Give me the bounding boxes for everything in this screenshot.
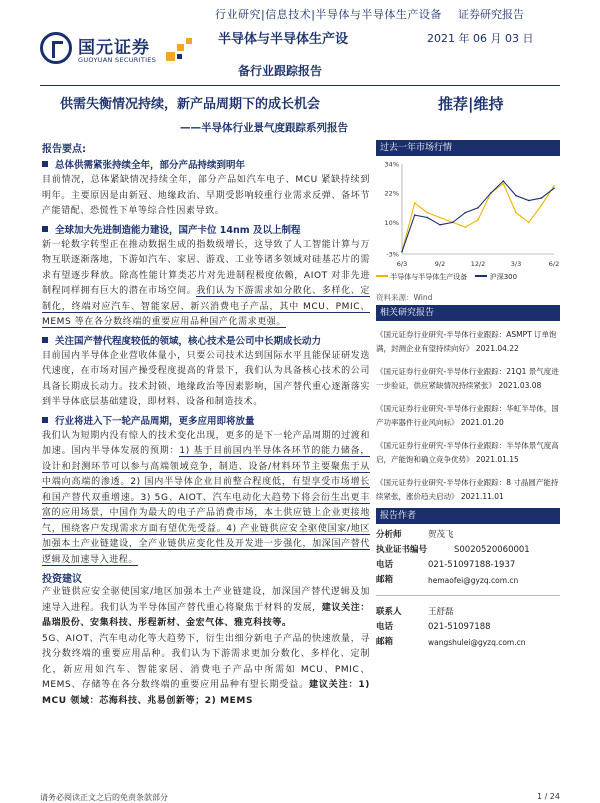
data-point [553,185,555,187]
license-number: S0020520060001 [454,545,530,555]
legend-label: 沪深300 [489,273,518,281]
x-tick-label: 9/2 [434,260,446,268]
data-point [515,195,517,197]
data-point [528,222,530,224]
data-point [439,224,441,226]
bullet-text: 新一轮数字转型正在推动数据生成的指数级增长，这导致了人工智能计算与万物互联逐渐落地，下游如汽车、家居、游戏、工业等诸多领域对硅基芯片的需求有望逐步释放。除高性能计算类芯片对先进制程极度依赖，AIOT 对非先进制程同样拥有巨大的潜在市场空间。我们认为下游需求如分散化、多样化、定制化，终端对应汽车、智能家居、新兴消费电子产品，其中 MCU、PMIC、MEMS 等在各分数终端的重要应用品种国产化需求更强。 [42,239,370,327]
x-tick-label: 3/3 [510,260,522,268]
bullet-heading: 关注国产替代程度较低的领域，核心技术是公司中长期成长动力 [42,333,370,347]
report-header [0,0,600,78]
bullet-text: 目前情况，总体紧缺情况持续全年，部分产品如汽车电子、MCU 紧缺持续到明年。主要原因是由新冠、地缘政治、早期受影响较重行业需求反弹、备坏节产能错配、恐慌性下单等综合性因素导致。 [42,175,370,216]
data-point [465,226,467,228]
data-point [477,219,479,221]
analyst-phone: 021-51097188-1937 [428,560,516,570]
market-chart [376,158,560,270]
data-point [465,212,467,214]
chart-source: 资料来源：Wind [376,293,433,302]
page-number: 1 / 24 [536,792,560,801]
data-point [439,217,441,219]
data-point [477,207,479,209]
bullet-square-icon [42,226,48,232]
y-tick-label: 10% [384,218,399,227]
related-item: 《国元证券行业研究-半导体行业跟踪：21Q1 景气度进一步验证，供应紧缺情况持续紧张》 2021.03.08 [376,367,559,390]
report-type: 证券研究报告 [458,8,524,21]
rating-badge: 推荐|维持 [438,95,504,113]
data-point [553,188,555,190]
related-item: 《国元证券行业研究-半导体行业跟踪：8 寸晶圆产能持续紧张，涨价趋夫启动》 2021.11.01 [376,478,559,501]
summary-column [42,140,370,709]
bullet-heading: 全球加大先进制造能力建设，国产卡位 14nm 及以上制程 [42,222,370,236]
bullet-text: 目前国内半导体企业营收体量小，只要公司技术达到国际水平且能保证研发迭代速度，在市场对国产操受程度提高的背景下，我们认为具备核心技术的公司具备长期成长动力。技术封锁、地缘政治等因素影响，国产替代重心逐渐落实到半导体底层基础建设，即材料、设备和制造技术。 [42,350,370,407]
bullet-square-icon [42,337,48,343]
data-point [528,200,530,202]
page-footer [40,792,560,803]
header-divider [40,85,560,86]
divider [376,595,560,596]
chart-box-header: 过去一年市场行情 [376,140,560,156]
summary-label: 报告要点: [42,144,86,155]
data-point [503,180,505,182]
bullet-heading: 总体供需紧张持续全年，部分产品持续到明年 [42,157,370,171]
related-list [376,328,560,513]
data-point [515,212,517,214]
investment-label: 投资建议 [42,574,82,585]
related-header: 相关研究报告 [376,305,560,321]
bullet-square-icon [42,417,48,423]
related-item: 《国元证券行业研究-半导体行业跟踪：ASMPT 订单饱满，封测企业有望持续向好》 2021.04.22 [376,330,557,353]
data-point [452,222,454,224]
logo-squares-icon [166,38,200,66]
data-point [427,212,429,214]
authors-header: 报告作者 [376,508,560,524]
investment-text: 产业链供应安全驱使国家/地区加强本土产业链建设，加深国产替代逻辑及加速导入进程。我们认为半导体国产替代重心将聚焦于材料的发展，建议关注：晶瑞股份、安集科技、彤程新材、金宏气体、雅克科技等。 [42,587,370,628]
series-line-1 [402,181,554,252]
x-tick-label: 12/2 [470,260,486,268]
report-subtitle: 备行业跟踪报告 [238,64,323,78]
bullet-heading: 行业将进入下一轮产品周期，更多应用即将放量 [42,413,370,427]
analyst-email[interactable]: hemaofei@gyzq.com.cn [428,576,519,585]
logo-name: 国元证券 [78,38,150,58]
bullet-square-icon [42,161,48,167]
data-point [503,183,505,185]
data-point [541,205,543,207]
y-tick-label: 22% [384,189,399,198]
legend-swatch [475,275,487,277]
related-item: 《国元证券行业研究-半导体行业跟踪：华虹半导体，国产功率器件行业风向标》 2021.01.20 [376,404,559,427]
data-point [490,192,492,194]
data-point [414,214,416,216]
contact-name: 王舒磊 [428,607,454,617]
report-date: 2021 年 06 月 03 日 [427,32,534,45]
company-logo [40,32,200,74]
contact-phone: 021-51097188 [428,622,491,632]
chart-legend [376,272,560,286]
data-point [401,251,403,253]
data-point [541,197,543,199]
analyst-name: 贺茂飞 [428,530,454,540]
data-point [414,202,416,204]
investment-text: 5G、AIOT、汽车电动化等大趋势下，衍生出细分新电子产品的快速放量，寻找分数终端的重要应用品种。我们认为下游需求更加分数化、多样化、定制化，新应用如汽车、智能家居、消费电子产品中所需如 MCU、PMIC、MEMS、存储等在各分数终端的重要应用品种有望长期受益。建议关注：1) MCU 领域：芯海科技、兆易创新等；2) MEMS [42,633,371,706]
legend-swatch [376,275,388,277]
series-subtitle: ——半导体行业景气度跟踪系列报告 [180,122,348,134]
analyst-block: 分析师 贺茂飞 执业证书编号 S0020520060001 电话 021-51097188-1937 邮箱 hemaofei@gyzq.com.cn [376,528,560,588]
data-point [427,217,429,219]
legend-label: 半导体与半导体生产设备 [390,273,468,281]
contact-block: 联系人 王舒磊 电话 021-51097188 邮箱 wangshulei@gyzq.com.cn [376,605,560,650]
logo-mark-icon [40,32,72,64]
related-item: 《国元证券行业研究-半导体行业跟踪：半导体景气度高启，产能饱和确立竞争优势》 2021.01.15 [376,441,559,464]
main-title: 供需失衡情况持续，新产品周期下的成长机会 [60,97,321,112]
x-tick-label: 6/3 [396,260,408,268]
x-tick-label: 6/2 [548,260,560,268]
industry-title: 半导体与半导体生产设 [218,32,349,47]
y-tick-label: 34% [384,160,399,169]
category-line: 行业研究|信息技术|半导体与半导体生产设备 [215,8,442,21]
y-tick-label: -3% [386,250,399,259]
disclaimer-note: 请务必阅读正文之后的免责条款部分 [40,793,168,802]
logo-english: GUOYUAN SECURITIES [78,56,157,64]
contact-email[interactable]: wangshulei@gyzq.com.cn [428,638,526,647]
bullet-text: 我们认为短期内没有惊人的技术变化出现，更多的是下一轮产品周期的过渡和加速。国内半导体发展的预期：1) 基于目前国内半导体各环节的能力储备，设计和封测环节可以参与高端领域竞争，制造、设备/材料环节主要聚焦于从中端向高端的渗透。2) 国内半导体企业目前整合程度低，有望享受市场增长和国产替代双重增速。3) 5G、AIOT、汽车电动化大趋势下将会衍生出更丰富的应用场景，中国作为最大的电子产品消费市场，本土供应链上企业更接地气，围绕客户发现需求方面有望优先受益。4) 产业链供应安全驱使国家/地区加强本土产业链建设，全产业链供应变化性及开发进一步强化，加深国产替代逻辑及加速导入进程。 [42,430,370,565]
